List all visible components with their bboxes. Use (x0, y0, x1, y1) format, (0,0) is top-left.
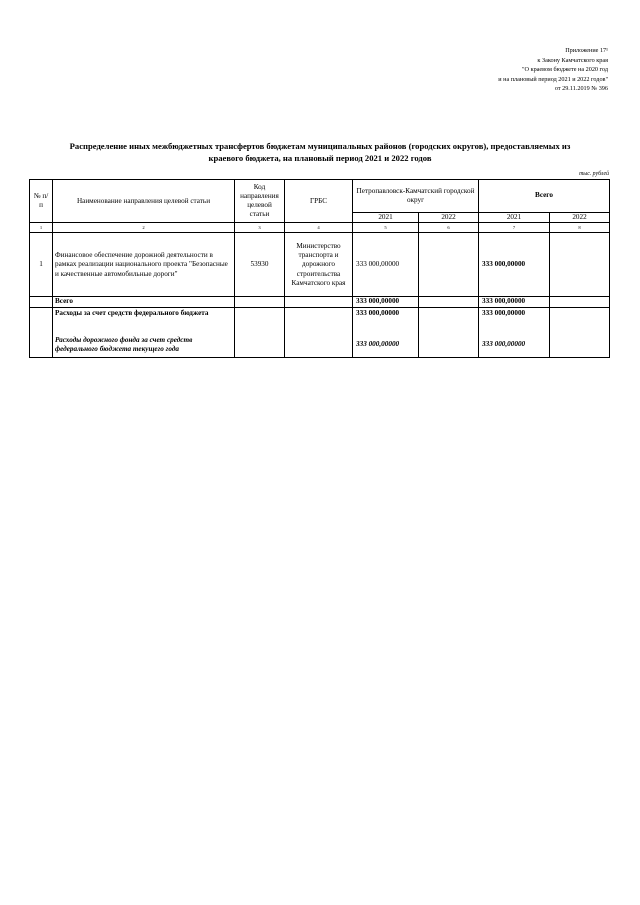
header-t-2021: 2021 (479, 213, 550, 223)
index-cell: 2 (53, 223, 235, 233)
index-cell: 7 (479, 223, 550, 233)
header-row (30, 180, 610, 213)
appendix-line: от 29.11.2019 № 396 (554, 85, 608, 93)
title-line-1: Распределение иных межбюджетных трансфертов бюджетам муниципальных районов (городских округов), предоставляемых из (69, 141, 571, 151)
table-row (30, 233, 610, 297)
total-t-2021: 333 000,00000 (479, 297, 550, 307)
appendix-line: к Закону Камчатского края (537, 56, 608, 64)
header-m-2021: 2021 (353, 213, 419, 223)
appendix-line: Приложение 17¹ (565, 47, 608, 54)
federal-t-2021: 333 000,00000 (479, 307, 550, 333)
appendix-reference (498, 46, 608, 94)
total-m-2021: 333 000,00000 (353, 297, 419, 307)
header-grbs: ГРБС (285, 180, 353, 223)
header-m-2022: 2022 (419, 213, 479, 223)
federal-row (30, 307, 610, 333)
total-label: Всего (53, 297, 235, 307)
header-name: Наименование направления целевой статьи (53, 180, 235, 223)
index-cell: 6 (419, 223, 479, 233)
index-cell: 8 (550, 223, 610, 233)
row-m-2021: 333 000,00000 (353, 233, 419, 297)
row-name: Финансовое обеспечение дорожной деятельности в рамках реализации национального проекта "Безопасные и качественные автомобильные дороги" (53, 233, 235, 297)
header-municipality: Петропавловск-Камчатский городской округ (353, 180, 479, 213)
appendix-line: и на плановый период 2021 и 2022 годов" (498, 75, 608, 83)
federal-label: Расходы за счет средств федерального бюджета (53, 307, 235, 333)
federal-m-2021: 333 000,00000 (353, 307, 419, 333)
title-line-2: краевого бюджета, на плановый период 2021 и 2022 годов (208, 153, 432, 164)
header-num: № п/п (30, 180, 53, 223)
road-fund-m-2021: 333 000,00000 (353, 333, 419, 357)
index-cell: 1 (30, 223, 53, 233)
index-cell: 5 (353, 223, 419, 233)
road-fund-label: Расходы дорожного фонда за счет средств федерального бюджета текущего года (53, 333, 235, 357)
unit-label: тыс. рублей (579, 171, 609, 177)
header-code: Код направления целевой статьи (235, 180, 285, 223)
column-index-row (30, 223, 610, 233)
row-t-2021: 333 000,00000 (479, 233, 550, 297)
row-t-2022 (550, 233, 610, 297)
transfers-table (29, 179, 610, 358)
row-num: 1 (30, 233, 53, 297)
row-grbs: Министерство транспорта и дорожного строительства Камчатского края (285, 233, 353, 297)
header-total: Всего (479, 180, 610, 213)
header-t-2022: 2022 (550, 213, 610, 223)
appendix-line: "О краевом бюджете на 2020 год (522, 66, 608, 74)
row-code: 53930 (235, 233, 285, 297)
index-cell: 4 (285, 223, 353, 233)
total-row (30, 297, 610, 307)
row-m-2022 (419, 233, 479, 297)
road-fund-row (30, 333, 610, 357)
document-title (28, 140, 612, 165)
road-fund-t-2021: 333 000,00000 (479, 333, 550, 357)
index-cell: 3 (235, 223, 285, 233)
